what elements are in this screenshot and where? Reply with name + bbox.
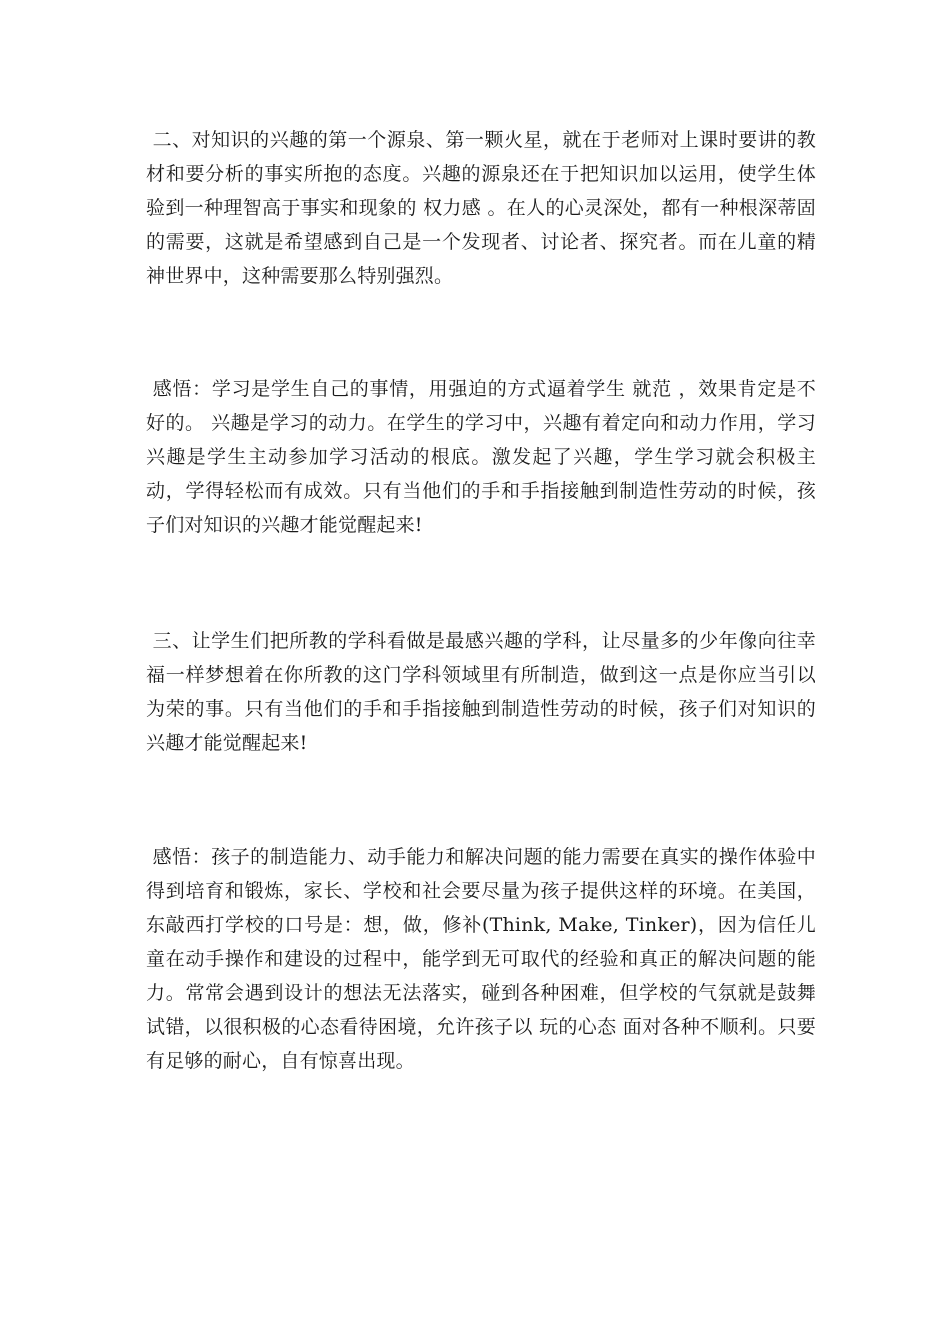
paragraph-reflection-two: 感悟：孩子的制造能力、动手能力和解决问题的能力需要在真实的操作体验中得到培育和锻炼，家长、学校和社会要尽量为孩子提供这样的环境。在美国，东敲西打学校的口号是：想，做，修补(Think, Make, Tinker)，因为信任儿童在动手操作和建设的过程中，能学到无可取代的经验和真正的解决问题的能力。常常会遇到设计的想法无法落实，碰到各种困难，但学校的气氛就是鼓舞试错，以很积极的心态看待困境，允许孩子以 玩的心态 面对各种不顺利。只要有足够的耐心，自有惊喜出现。: [146, 846, 816, 1072]
paragraph-reflection-one: 感悟：学习是学生自己的事情，用强迫的方式逼着学生 就范 ，效果肯定是不好的。 兴趣是学习的动力。在学生的学习中，兴趣有着定向和动力作用，学习兴趣是学生主动参加学习活动的根底。激发起了兴趣，学生学习就会积极主动，学得轻松而有成效。只有当他们的手和手指接触到制造性劳动的时候，孩子们对知识的兴趣才能觉醒起来!: [146, 378, 816, 536]
paragraph-section-three: 三、让学生们把所教的学科看做是最感兴趣的学科，让尽量多的少年像向往幸福一样梦想着在你所教的这门学科领域里有所制造，做到这一点是你应当引以为荣的事。只有当他们的手和手指接触到制造性劳动的时候，孩子们对知识的兴趣才能觉醒起来!: [146, 630, 816, 754]
paragraph-section-two: 二、对知识的兴趣的第一个源泉、第一颗火星，就在于老师对上课时要讲的教材和要分析的事实所抱的态度。兴趣的源泉还在于把知识加以运用，使学生体验到一种理智高于事实和现象的 权力感 。在人的心灵深处，都有一种根深蒂固的需要，这就是希望感到自己是一个发现者、讨论者、探究者。而在儿童的精神世界中，这种需要那么特别强烈。: [146, 129, 816, 287]
